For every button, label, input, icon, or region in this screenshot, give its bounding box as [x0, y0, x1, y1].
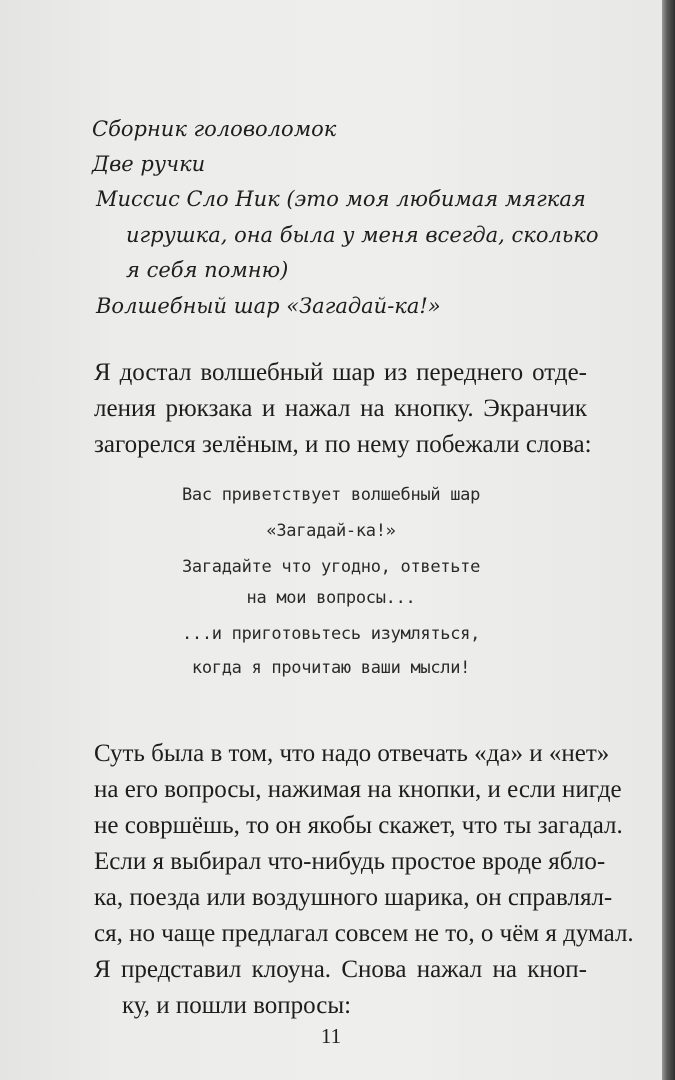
list-item-toy-line-2: игрушка, она была у меня всегда, сколько — [126, 223, 599, 247]
paragraph-line: ся, но чаще предлагал совсем не то, о чём я думал. — [94, 920, 634, 947]
screen-text-line: когда я прочитаю ваши мысли! — [191, 658, 471, 678]
paragraph-line: не совршёшь, то он якобы скажет, что ты загадал. — [94, 812, 623, 839]
paragraph-line: на его вопросы, нажимая на кнопки, и если нигде — [94, 776, 622, 803]
paragraph-line: загорелся зелёным, и по нему побежали слова: — [94, 431, 592, 458]
list-item-toy-line-3: я себя помню) — [126, 258, 289, 282]
screen-text-line: ...и приготовьтесь изумляться, — [181, 624, 481, 644]
paragraph-line: Если я выбирал что-нибудь простое вроде ябло- — [94, 848, 606, 875]
screen-text-line: «Загадай-ка!» — [266, 521, 396, 541]
list-item-puzzle-book: Сборник головоломок — [92, 117, 337, 141]
paragraph-line: Я достал волшебный шар из переднего отде- — [94, 359, 587, 386]
list-item-magic-ball: Волшебный шар «Загадай-ка!» — [96, 294, 441, 318]
screen-text-line: на мои вопросы... — [246, 588, 416, 608]
screen-text-line: Загадайте что угодно, ответьте — [181, 557, 481, 577]
paragraph-line: ка, поезда или воздушного шарика, он справлял- — [94, 884, 613, 911]
list-item-toy-line-1: Миссис Сло Ник (это моя любимая мягкая — [96, 187, 586, 211]
page-number: 11 — [320, 1024, 342, 1048]
paragraph-line: ку, и пошли вопросы: — [122, 992, 352, 1019]
paragraph-line: Я представил клоуна. Снова нажал на кноп- — [94, 956, 587, 983]
paragraph-line: ления рюкзака и нажал на кнопку. Экранчик — [94, 395, 587, 422]
screen-text-line: Вас приветствует волшебный шар — [181, 485, 481, 505]
list-item-two-pens: Две ручки — [92, 152, 206, 176]
paragraph-line: Суть была в том, что надо отвечать «да» и «нет» — [94, 740, 610, 767]
page-edge-shadow — [662, 0, 675, 1080]
